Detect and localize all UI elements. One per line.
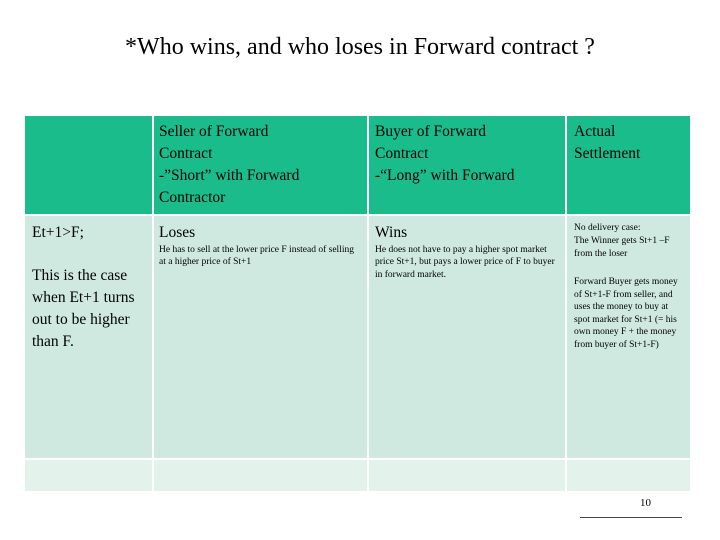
row-divider xyxy=(25,458,690,460)
comparison-table xyxy=(25,116,690,491)
header-cell-empty xyxy=(25,116,153,215)
condition-main: Et+1>F; xyxy=(32,224,84,241)
header-seller-text: Seller of Forward Contract -”Short” with Forward Contractor xyxy=(159,123,300,206)
column-divider xyxy=(565,116,567,491)
row-divider xyxy=(25,214,690,216)
page-number: 10 xyxy=(640,497,651,509)
buyer-result: Wins xyxy=(375,224,408,241)
seller-detail: He has to sell at the lower price F instead of selling at a higher price of St+1 xyxy=(159,245,354,268)
slide-title: *Who wins, and who loses in Forward contract ? xyxy=(125,34,595,60)
settlement-rule: The Winner gets St+1 –F from the loser xyxy=(574,236,670,259)
footer-rule xyxy=(580,517,682,518)
settlement-case: No delivery case: xyxy=(574,223,641,233)
header-settlement-text: Actual Settlement xyxy=(574,123,641,162)
empty-row xyxy=(25,459,690,491)
settlement-detail: Forward Buyer gets money of St+1-F from seller, and uses the money to buy at spot market for St+1 (= his own money F + the money from buyer of St+1-F) xyxy=(574,277,678,350)
column-divider xyxy=(152,116,154,491)
condition-note: This is the case when Et+1 turns out to be higher than F. xyxy=(32,267,135,350)
column-divider xyxy=(367,116,369,491)
buyer-detail: He does not have to pay a higher spot market price St+1, but pays a lower price of F to buyer in forward market. xyxy=(375,245,555,280)
seller-result: Loses xyxy=(159,224,196,241)
header-buyer-text: Buyer of Forward Contract -“Long” with Forward xyxy=(375,123,515,184)
